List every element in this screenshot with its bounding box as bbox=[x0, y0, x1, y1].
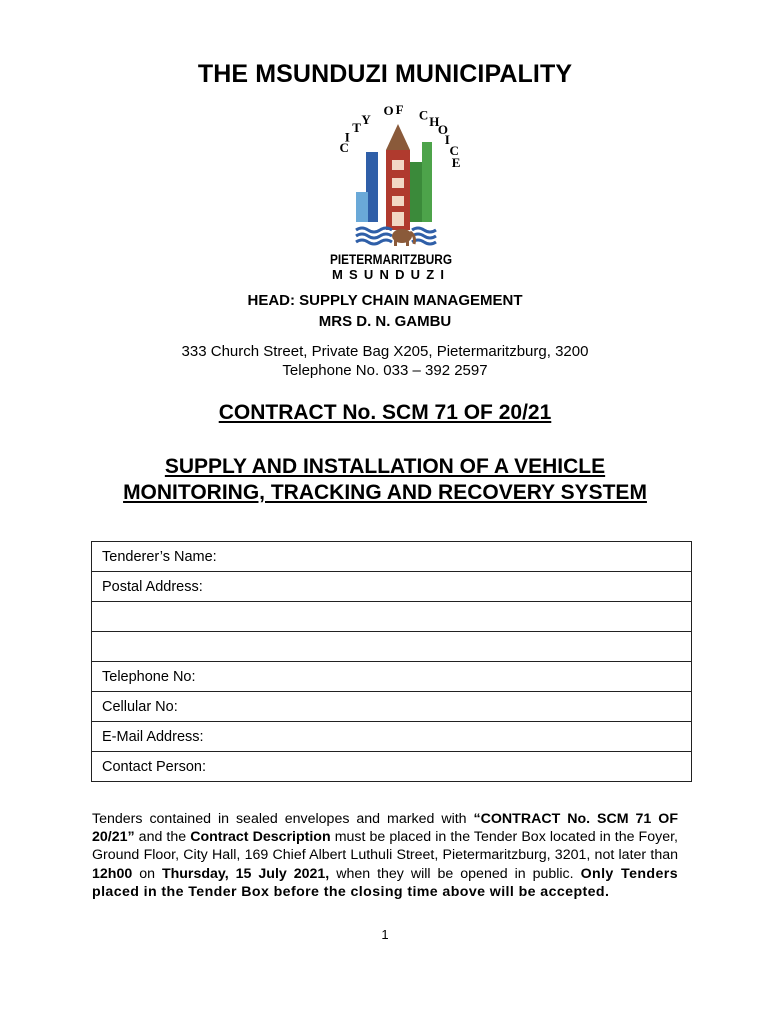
form-label: Telephone No: bbox=[92, 662, 692, 692]
instructions-contract-desc: Contract Description bbox=[190, 829, 331, 846]
form-label bbox=[92, 602, 692, 632]
form-row-email[interactable] bbox=[92, 722, 692, 752]
form-row-postal-address-line2[interactable] bbox=[92, 602, 692, 632]
telephone-number: Telephone No. 033 – 392 2597 bbox=[282, 362, 488, 379]
elephant-icon bbox=[392, 229, 415, 246]
instructions-closing-date: Thursday, 15 July 2021, bbox=[161, 865, 330, 882]
form-row-tenderer-name[interactable] bbox=[92, 542, 692, 572]
instructions-text: must be placed in the Tender Box located in the Foyer, Ground Floor, City Hall, 169 Chief Albert Luthuli Street, Pietermaritzburg, 3201, not later than bbox=[92, 829, 678, 864]
form-row-contact-person[interactable] bbox=[92, 752, 692, 782]
form-row-cellular[interactable] bbox=[92, 692, 692, 722]
form-row-postal-address[interactable] bbox=[92, 572, 692, 602]
logo-arc-text: CITY O F CH O IC E bbox=[339, 102, 461, 170]
postal-address: 333 Church Street, Private Bag X205, Pietermaritzburg, 3200 bbox=[181, 343, 589, 360]
tenderer-details-form bbox=[91, 541, 692, 782]
page-number: 1 bbox=[381, 927, 389, 942]
instructions-text: and the bbox=[134, 829, 191, 846]
contract-subject bbox=[0, 454, 770, 506]
contract-subject-line2: MONITORING, TRACKING AND RECOVERY SYSTEM bbox=[123, 481, 647, 504]
contract-subject-line1: SUPPLY AND INSTALLATION OF A VEHICLE bbox=[164, 455, 606, 478]
city-hall-tower-icon bbox=[356, 124, 432, 230]
form-label bbox=[92, 632, 692, 662]
logo-name-line1: PIETERMARITZBURG bbox=[330, 252, 452, 267]
instructions-text: when they will be opened in public. bbox=[329, 865, 581, 882]
scm-head-title: HEAD: SUPPLY CHAIN MANAGEMENT bbox=[247, 292, 523, 309]
contract-number: CONTRACT No. SCM 71 OF 20/21 bbox=[218, 401, 552, 424]
form-row-postal-address-line3[interactable] bbox=[92, 632, 692, 662]
form-label: Contact Person: bbox=[92, 752, 692, 782]
city-of-choice-logo bbox=[326, 102, 461, 282]
logo-name-line2: MSUNDUZI bbox=[332, 267, 450, 282]
page-title: THE MSUNDUZI MUNICIPALITY bbox=[197, 60, 573, 88]
form-label: Cellular No: bbox=[92, 692, 692, 722]
instructions-contract-ref: “CONTRACT No. SCM 71 OF 20/21” bbox=[92, 811, 678, 846]
form-label: E-Mail Address: bbox=[92, 722, 692, 752]
instructions-text: on bbox=[132, 865, 162, 882]
tender-instructions bbox=[92, 810, 678, 901]
instructions-closing-time: 12h00 bbox=[92, 865, 133, 882]
instructions-closing-note: Only Tenders placed in the Tender Box before the closing time above will be accepted. bbox=[92, 865, 678, 900]
form-label: Postal Address: bbox=[92, 572, 692, 602]
scm-head-name: MRS D. N. GAMBU bbox=[318, 313, 452, 330]
form-row-telephone[interactable] bbox=[92, 662, 692, 692]
instructions-text: Tenders contained in sealed envelopes and marked with bbox=[92, 811, 474, 827]
form-label: Tenderer’s Name: bbox=[92, 542, 692, 572]
